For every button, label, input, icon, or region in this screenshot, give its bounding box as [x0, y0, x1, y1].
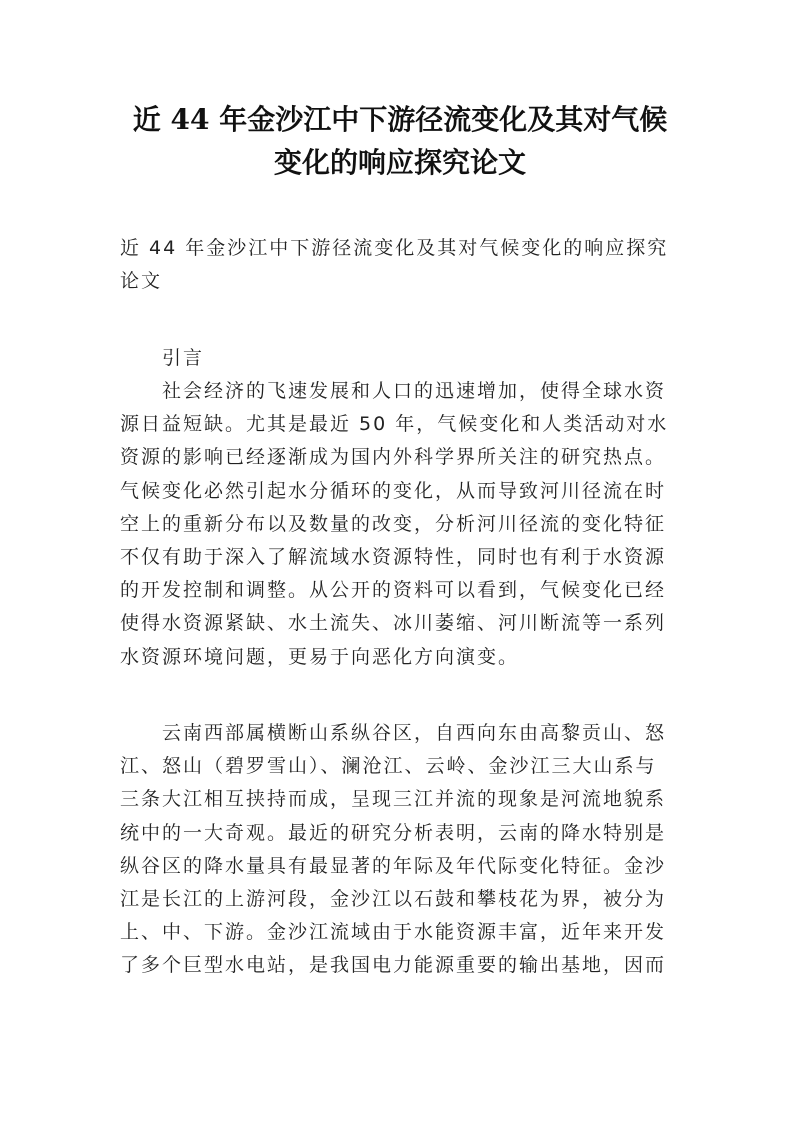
paragraph-2 — [120, 717, 700, 983]
paragraph-1-line: 空上的重新分布以及数量的改变，分析河川径流的变化特征 — [120, 512, 667, 535]
paragraph-1-line: 使得水资源紧缺、水土流失、冰川萎缩、河川断流等一系列 — [120, 612, 667, 635]
paragraph-1-line: 气候变化必然引起水分循环的变化，从而导致河川径流在时 — [120, 479, 667, 502]
title-line-2: 变化的响应探究论文 — [273, 146, 526, 179]
paragraph-2-line: 上、中、下游。金沙江流域由于水能资源丰富，近年来开发 — [120, 921, 667, 944]
paragraph-2-line: 统中的一大奇观。最近的研究分析表明，云南的降水特别是 — [120, 821, 667, 844]
paragraph-2-line: 纵谷区的降水量具有最显著的年际及年代际变化特征。金沙 — [120, 854, 667, 877]
document-title — [90, 98, 710, 184]
title-line-1: 近 44 年金沙江中下游径流变化及其对气候 — [132, 103, 668, 136]
paragraph-2-line: 三条大江相互挟持而成，呈现三江并流的现象是河流地貌系 — [120, 788, 667, 811]
subtitle-line-2: 论文 — [120, 270, 163, 292]
paragraph-2-line: 云南西部属横断山系纵谷区，自西向东由高黎贡山、怒 — [162, 722, 667, 744]
paragraph-2-line: 江、怒山（碧罗雪山）、澜沧江、云岭、金沙江三大山系与 — [120, 755, 657, 778]
paragraph-1-line: 不仅有助于深入了解流域水资源特性，同时也有利于水资源 — [120, 546, 667, 569]
paragraph-1-line: 资源的影响已经逐渐成为国内外科学界所关注的研究热点。 — [120, 446, 667, 469]
paragraph-1-line: 的开发控制和调整。从公开的资料可以看到，气候变化已经 — [120, 579, 667, 602]
subtitle-line-1: 近 44 年金沙江中下游径流变化及其对气候变化的响应探究 — [120, 237, 669, 259]
paragraph-2-line: 了多个巨型水电站，是我国电力能源重要的输出基地，因而 — [120, 954, 667, 977]
paragraph-1-line: 社会经济的飞速发展和人口的迅速增加，使得全球水资 — [162, 380, 667, 402]
paragraph-1-line: 水资源环境问题，更易于向恶化方向演变。 — [120, 645, 520, 668]
paragraph-1-line: 源日益短缺。尤其是最近 50 年，气候变化和人类活动对水 — [120, 413, 669, 436]
section-heading-introduction: 引言 — [162, 347, 205, 369]
document-subtitle — [120, 232, 690, 298]
paragraph-1 — [120, 375, 700, 674]
paragraph-2-line: 江是长江的上游河段，金沙江以石鼓和攀枝花为界，被分为 — [120, 888, 667, 911]
